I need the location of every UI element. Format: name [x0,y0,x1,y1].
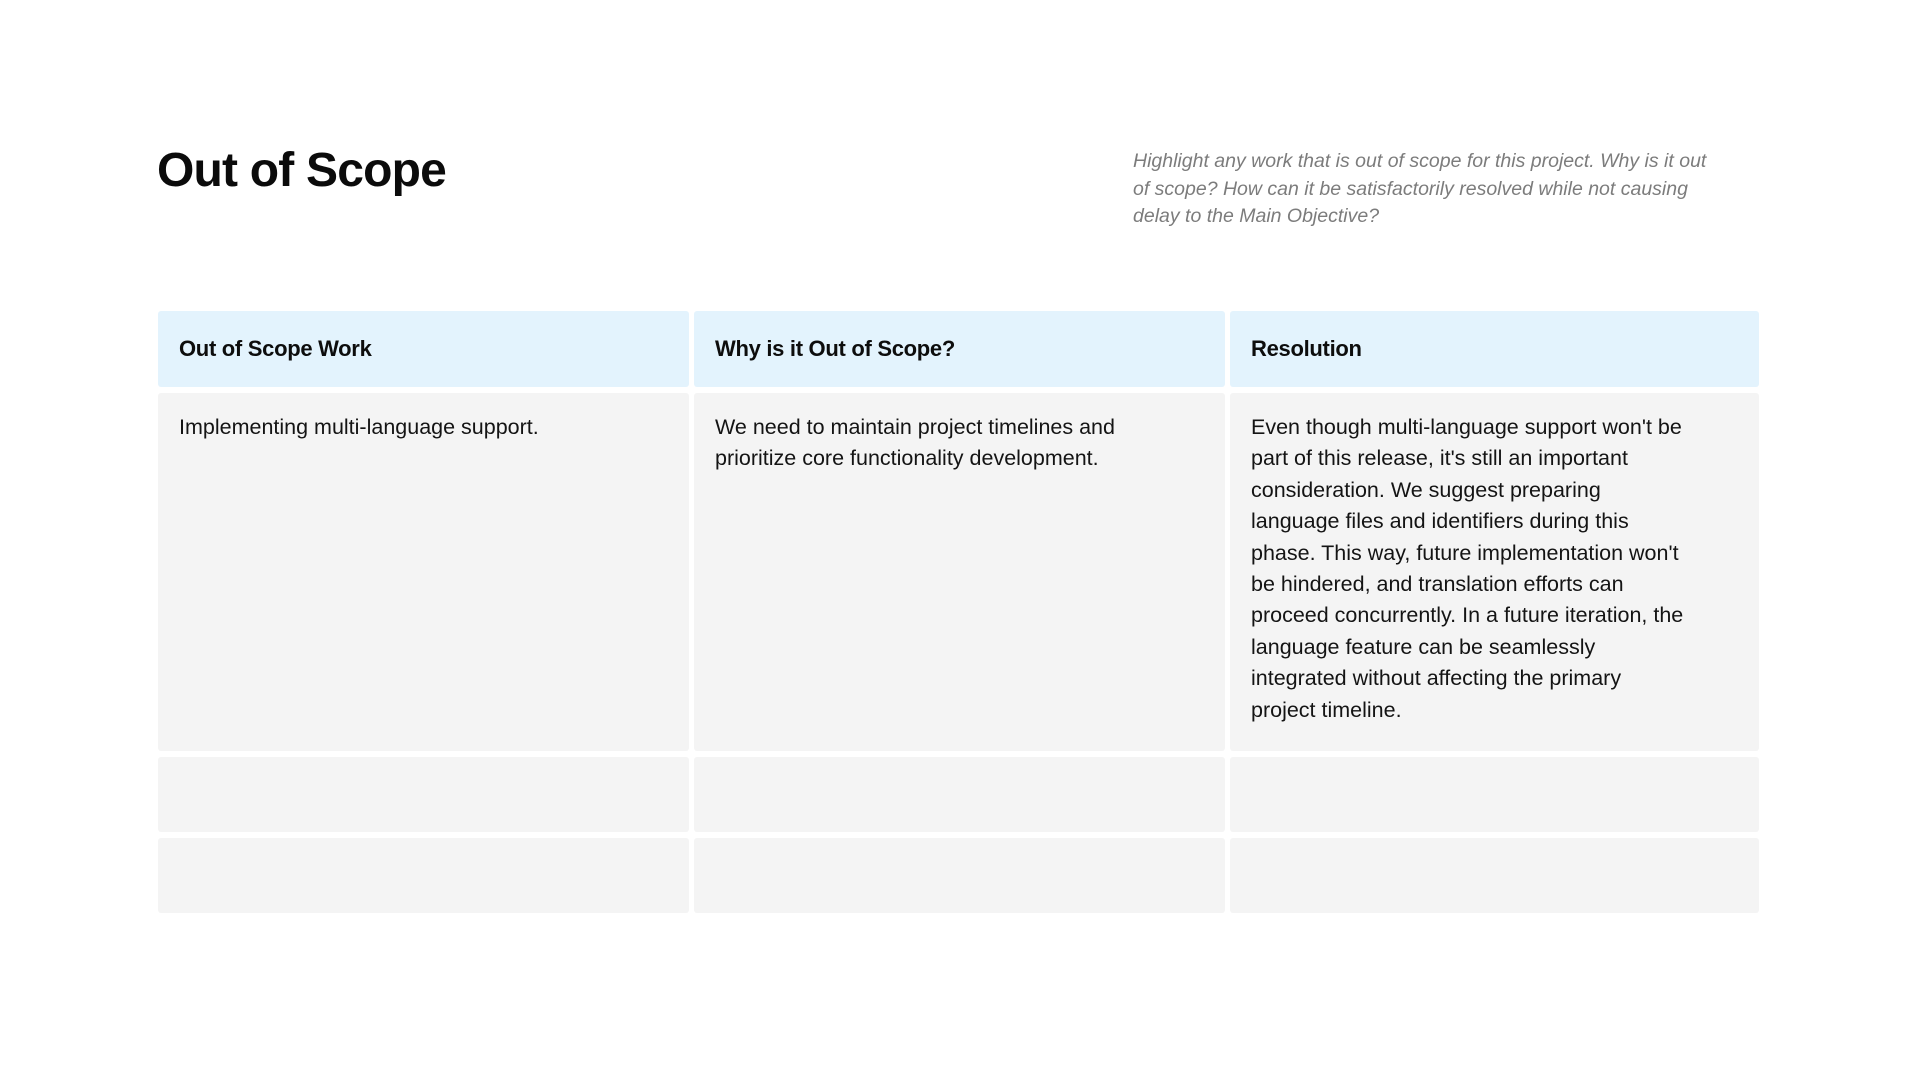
cell-text-line: be hindered, and translation efforts can [1251,572,1624,597]
cell-text-line: prioritize core functionality development. [715,446,1099,471]
subtitle-line: of scope? How can it be satisfactorily resolved while not causing [1133,177,1688,200]
column-header-label: Why is it Out of Scope? [715,336,955,361]
table-cell-work-empty[interactable] [158,838,689,913]
cell-text-line: language feature can be seamlessly [1251,634,1596,659]
column-header-why-out-of-scope [694,311,1225,387]
cell-text-line: We need to maintain project timelines and [715,415,1115,439]
cell-text-line: project timeline. [1251,697,1402,722]
table-cell-work-empty[interactable] [158,757,689,832]
subtitle-line: delay to the Main Objective? [1133,205,1380,227]
cell-text-line: language files and identifiers during this [1251,509,1629,534]
cell-text-line: Even though multi-language support won't be [1251,415,1682,439]
column-header-resolution [1230,311,1759,387]
out-of-scope-table [158,311,1759,913]
cell-text-line: consideration. We suggest preparing [1251,477,1601,502]
subtitle-line: Highlight any work that is out of scope for this project. Why is it out [1133,150,1707,172]
table-cell-reason-empty[interactable] [694,757,1225,832]
cell-text-line: proceed concurrently. In a future iteration, the [1251,603,1684,628]
table-cell-resolution-empty[interactable] [1230,757,1759,832]
column-header-label: Out of Scope Work [179,336,372,361]
cell-text-line: Implementing multi-language support. [179,415,539,439]
table-cell-work[interactable] [158,393,689,751]
table-cell-resolution-empty[interactable] [1230,838,1759,913]
cell-text-line: part of this release, it's still an important [1251,446,1628,471]
table-cell-resolution[interactable] [1230,393,1759,751]
cell-text-line: integrated without affecting the primary [1251,666,1622,691]
table-cell-reason[interactable] [694,393,1225,751]
page-title: Out of Scope [157,144,447,197]
table-cell-reason-empty[interactable] [694,838,1225,913]
page-subtitle [1133,148,1763,231]
column-header-out-of-scope-work [158,311,689,387]
cell-text-line: phase. This way, future implementation won't [1251,540,1679,565]
column-header-label: Resolution [1251,336,1362,361]
